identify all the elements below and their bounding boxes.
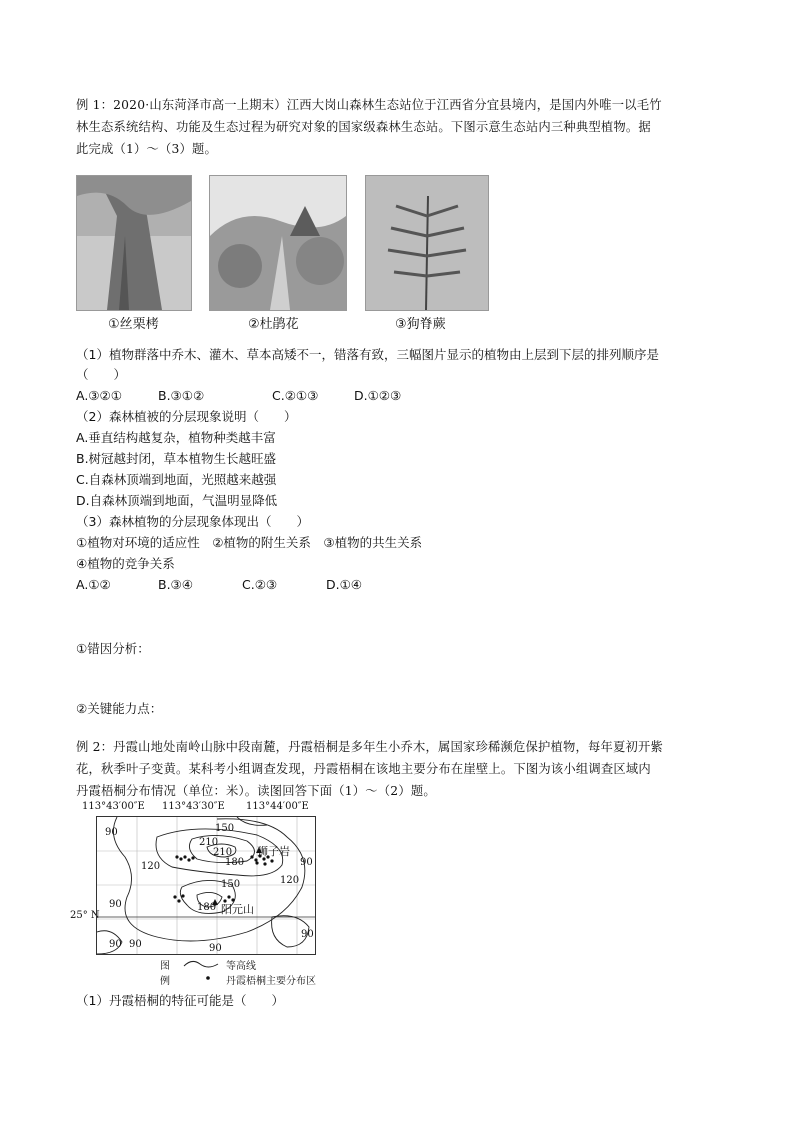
- photo-azalea: [209, 175, 347, 311]
- q3-stem: （3）森林植物的分层现象体现出（ ）: [76, 514, 309, 529]
- q1-option-a[interactable]: A.③②①: [76, 388, 122, 403]
- q3-line2: ④植物的竞争关系: [76, 556, 175, 571]
- example2-stem-line2: 花，秋季叶子变黄。某科考小组调查发现，丹霞梧桐在该地主要分布在崖壁上。下图为该小组调查区域内: [76, 762, 651, 776]
- q1-stem-line2: （ ）: [76, 367, 127, 382]
- contour-label: 90: [300, 857, 313, 868]
- example1-stem-line3: 此完成（1）～（3）题。: [76, 142, 218, 156]
- contour-label: 90: [301, 929, 314, 940]
- example1-stem-line1: 例 1：2020·山东菏泽市高一上期末）江西大岗山森林生态站位于江西省分宜县境内，是国内外唯一以毛竹: [76, 98, 662, 112]
- caption-photo-1: ①丝栗栲: [108, 317, 159, 332]
- contour-label: 210: [213, 847, 233, 858]
- q1-option-b[interactable]: B.③①②: [158, 388, 205, 403]
- example2-q1-stem: （1）丹霞梧桐的特征可能是（ ）: [76, 993, 284, 1008]
- q2-stem: （2）森林植被的分层现象说明（ ）: [76, 409, 297, 424]
- contour-label: 90: [105, 827, 118, 838]
- key-ability-label: ②关键能力点：: [76, 701, 163, 716]
- q1-stem-line1: （1）植物群落中乔木、灌木、草本高矮不一，错落有致，三幅图片显示的植物由上层到下层的排列顺序是: [76, 347, 659, 362]
- contour-label: 90: [209, 943, 222, 954]
- map-lon-label-2: 113°43′30″E: [162, 801, 225, 812]
- contour-label: 180: [225, 857, 245, 868]
- example2-stem-line1: 例 2：丹霞山地处南岭山脉中段南麓，丹霞梧桐是多年生小乔木，属国家珍稀濒危保护植物，每年夏初开紫: [76, 740, 663, 754]
- contour-label: 180: [197, 902, 217, 913]
- caption-photo-3: ③狗脊蕨: [395, 317, 446, 332]
- place-label-shiziyan: 狮子岩: [257, 845, 290, 858]
- contour-label: 120: [141, 861, 161, 872]
- q1-options: [76, 385, 726, 407]
- contour-label: 120: [280, 875, 300, 886]
- q3-option-d[interactable]: D.①④: [326, 577, 363, 592]
- q2-option-b[interactable]: B.树冠越封闭，草本植物生长越旺盛: [76, 451, 277, 466]
- place-label-yangyuanshan: 阳元山: [221, 903, 254, 916]
- map-lat-label: 25° N: [70, 910, 100, 921]
- contour-map: [96, 816, 316, 955]
- contour-label: 150: [215, 823, 235, 834]
- contour-label: 210: [199, 837, 219, 848]
- q1-option-d[interactable]: D.①②③: [354, 388, 402, 403]
- legend-title-1: 图: [160, 961, 170, 972]
- legend-contour-label: 等高线: [226, 961, 256, 972]
- contour-label: 90: [129, 939, 142, 950]
- map-lon-label-1: 113°43′00″E: [82, 801, 145, 812]
- q2-option-a[interactable]: A.垂直结构越复杂，植物种类越丰富: [76, 430, 276, 445]
- q3-option-a[interactable]: A.①②: [76, 577, 111, 592]
- q2-option-d[interactable]: D.自森林顶端到地面，气温明显降低: [76, 493, 278, 508]
- error-analysis-label: ①错因分析：: [76, 641, 150, 656]
- caption-photo-2: ②杜鹃花: [248, 317, 299, 332]
- example2-stem-line3: 丹霞梧桐分布情况（单位：米）。读图回答下面（1）～（2）题。: [76, 784, 436, 798]
- q3-option-b[interactable]: B.③④: [158, 577, 193, 592]
- photo-fern: [365, 175, 489, 311]
- q1-option-c[interactable]: C.②①③: [272, 388, 319, 403]
- contour-label: 150: [221, 879, 241, 890]
- map-lon-label-3: 113°44′00″E: [246, 801, 309, 812]
- legend-dot-icon: [204, 974, 212, 982]
- example1-stem-line2: 林生态系统结构、功能及生态过程为研究对象的国家级森林生态站。下图示意生态站内三种典型植物。据: [76, 120, 651, 134]
- q2-option-c[interactable]: C.自森林顶端到地面，光照越来越强: [76, 472, 277, 487]
- q3-option-c[interactable]: C.②③: [242, 577, 278, 592]
- contour-label: 90: [109, 939, 122, 950]
- q3-options: [76, 574, 726, 596]
- contour-label: 90: [109, 899, 122, 910]
- q3-line1: ①植物对环境的适应性 ②植物的附生关系 ③植物的共生关系: [76, 535, 423, 550]
- photo-tree: [76, 175, 192, 311]
- legend-title-2: 例: [160, 976, 170, 987]
- legend-contour-icon: [182, 958, 222, 970]
- legend-dots-label: 丹霞梧桐主要分布区: [226, 976, 316, 987]
